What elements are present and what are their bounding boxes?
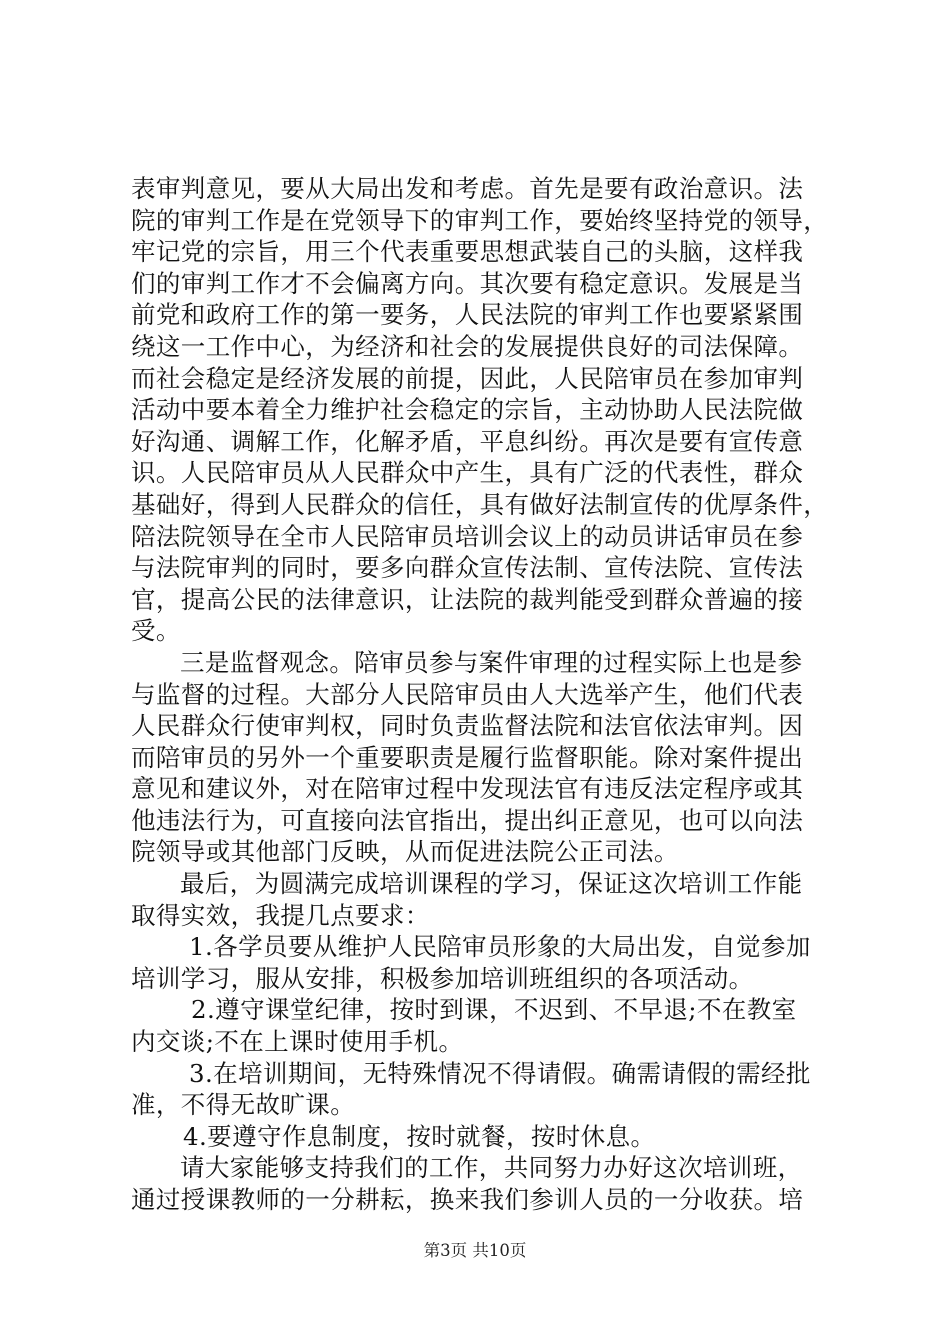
paragraph-start-line: 三是监督观念。陪审员参与案件审理的过程实际上也是参	[180, 647, 803, 677]
page-footer	[0, 1240, 950, 1262]
text-line: 识。人民陪审员从人民群众中产生，具有广泛的代表性，群众	[131, 458, 804, 488]
text-line: 取得实效，我提几点要求：	[131, 900, 430, 930]
list-item-line: 3.在培训期间，无特殊情况不得请假。确需请假的需经批	[189, 1058, 811, 1088]
page-number-label: 第3页 共10页	[423, 1241, 527, 1260]
text-line: 与监督的过程。大部分人民陪审员由人大选举产生，他们代表	[131, 679, 804, 709]
text-line: 官，提高公民的法律意识，让法院的裁判能受到群众普遍的接	[131, 584, 804, 614]
text-line: 牢记党的宗旨，用三个代表重要思想武装自己的头脑，这样我	[131, 237, 804, 267]
paragraph-start-line: 最后，为圆满完成培训课程的学习，保证这次培训工作能	[180, 869, 803, 899]
text-line: 前党和政府工作的第一要务，人民法院的审判工作也要紧紧围	[131, 300, 804, 330]
document-body	[131, 173, 831, 1216]
text-line: 人民群众行使审判权，同时负责监督法院和法官依法审判。因	[131, 711, 804, 741]
list-item-line: 2.遵守课堂纪律，按时到课，不迟到、不早退;不在教室	[191, 995, 797, 1025]
text-line: 培训学习，服从安排，积极参加培训班组织的各项活动。	[131, 963, 754, 993]
text-line: 好沟通、调解工作，化解矛盾，平息纠纷。再次是要有宣传意	[131, 426, 804, 456]
text-line: 准，不得无故旷课。	[131, 1090, 356, 1120]
text-line: 内交谈;不在上课时使用手机。	[131, 1027, 464, 1057]
text-line: 他违法行为，可直接向法官指出，提出纠正意见，也可以向法	[131, 805, 804, 835]
text-line: 通过授课教师的一分耕耘，换来我们参训人员的一分收获。培	[131, 1185, 804, 1214]
text-line: 活动中要本着全力维护社会稳定的宗旨，主动协助人民法院做	[131, 395, 804, 425]
text-line: 表审判意见，要从大局出发和考虑。首先是要有政治意识。法	[131, 174, 804, 203]
text-line: 院领导或其他部门反映，从而促进法院公正司法。	[131, 837, 679, 867]
text-line: 们的审判工作才不会偏离方向。其次要有稳定意识。发展是当	[131, 268, 804, 298]
text-line: 陪法院领导在全市人民陪审员培训会议上的动员讲话审员在参	[131, 521, 804, 551]
text-line: 而陪审员的另外一个重要职责是履行监督职能。除对案件提出	[131, 742, 804, 772]
list-item-line: 1.各学员要从维护人民陪审员形象的大局出发，自觉参加	[189, 932, 811, 962]
text-line: 与法院审判的同时，要多向群众宣传法制、宣传法院、宣传法	[131, 553, 804, 583]
text-line: 而社会稳定是经济发展的前提，因此，人民陪审员在参加审判	[131, 363, 804, 393]
text-line: 意见和建议外，对在陪审过程中发现法官有违反法定程序或其	[131, 774, 804, 804]
text-line: 绕这一工作中心，为经济和社会的发展提供良好的司法保障。	[131, 331, 804, 361]
paragraph-start-line: 请大家能够支持我们的工作，共同努力办好这次培训班，	[180, 1153, 803, 1183]
text-line: 院的审判工作是在党领导下的审判工作，要始终坚持党的领导，	[131, 205, 829, 235]
text-line: 受。	[131, 616, 181, 646]
list-item-line: 4.要遵守作息制度，按时就餐，按时休息。	[183, 1121, 656, 1151]
text-line: 基础好，得到人民群众的信任，具有做好法制宣传的优厚条件，	[131, 489, 829, 519]
